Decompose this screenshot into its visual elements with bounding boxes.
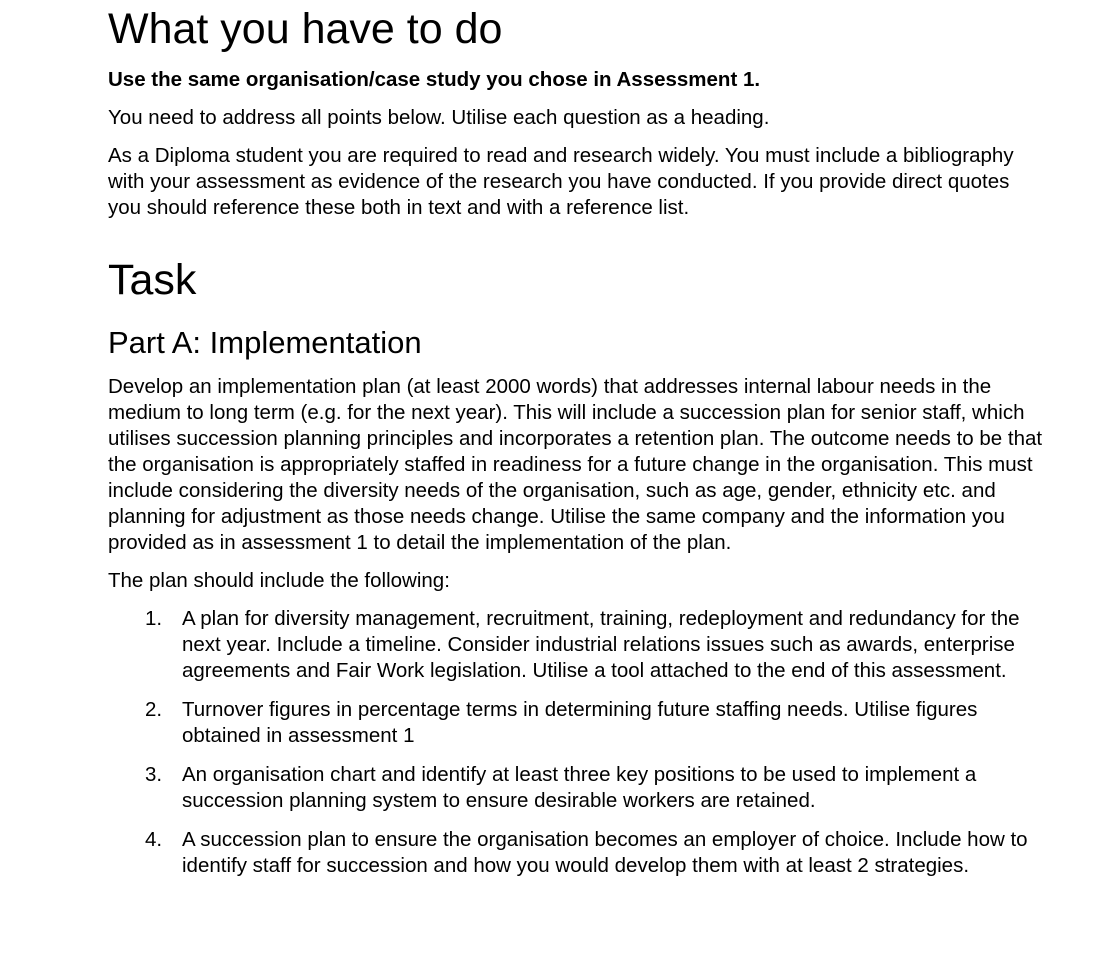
document-content <box>108 0 1048 892</box>
list-item <box>108 697 1048 749</box>
list-item-text: Turnover figures in percentage terms in determining future staffing needs. Utilise figures obtained in assessment 1 <box>182 698 978 747</box>
part-a-heading: Part A: Implementation <box>108 325 422 360</box>
list-item-text: An organisation chart and identify at least three key positions to be used to implement a succession planning system to ensure desirable workers are retained. <box>182 763 977 812</box>
intro-research-instruction: As a Diploma student you are required to read and research widely. You must include a bibliography with your assessment as evidence of the research you have conducted. If you provide direct quotes you should reference these both in text and with a reference list. <box>108 144 1014 219</box>
list-item-text: A plan for diversity management, recruitment, training, redeployment and redundancy for the next year. Include a timeline. Consider industrial relations issues such as awards, enterprise agreements and Fair Work legislation. Utilise a tool attached to the end of this assessment. <box>182 607 1020 682</box>
list-item-text: A succession plan to ensure the organisation becomes an employer of choice. Include how to identify staff for succession and how you would develop them with at least 2 strategies. <box>182 828 1028 877</box>
list-item <box>108 762 1048 814</box>
list-item-number: 1. <box>145 607 163 630</box>
list-item-number: 2. <box>145 698 163 721</box>
list-item <box>108 827 1048 879</box>
list-item <box>108 606 1048 684</box>
part-a-description: Develop an implementation plan (at least 2000 words) that addresses internal labour needs in the medium to long term (e.g. for the next year). This will include a succession plan for senior staff, which utilises succession planning principles and incorporates a retention plan. The outcome needs to be that the organisation is appropriately staffed in readiness for a future change in the organisation. This must include considering the diversity needs of the organisation, such as age, gender, ethnicity etc. and planning for adjustment as those needs change. Utilise the same company and the information you provided as in assessment 1 to detail the implementation of the plan. <box>108 375 1043 554</box>
list-item-number: 4. <box>145 828 163 851</box>
intro-address-instruction: You need to address all points below. Utilise each question as a heading. <box>108 106 770 129</box>
requirements-list <box>108 606 1048 879</box>
list-item-number: 3. <box>145 763 163 786</box>
section-heading-task: Task <box>108 256 197 304</box>
intro-bold-instruction: Use the same organisation/case study you chose in Assessment 1. <box>108 68 761 91</box>
part-a-list-intro: The plan should include the following: <box>108 569 450 592</box>
section-heading-what-you-have-to-do: What you have to do <box>108 5 503 53</box>
